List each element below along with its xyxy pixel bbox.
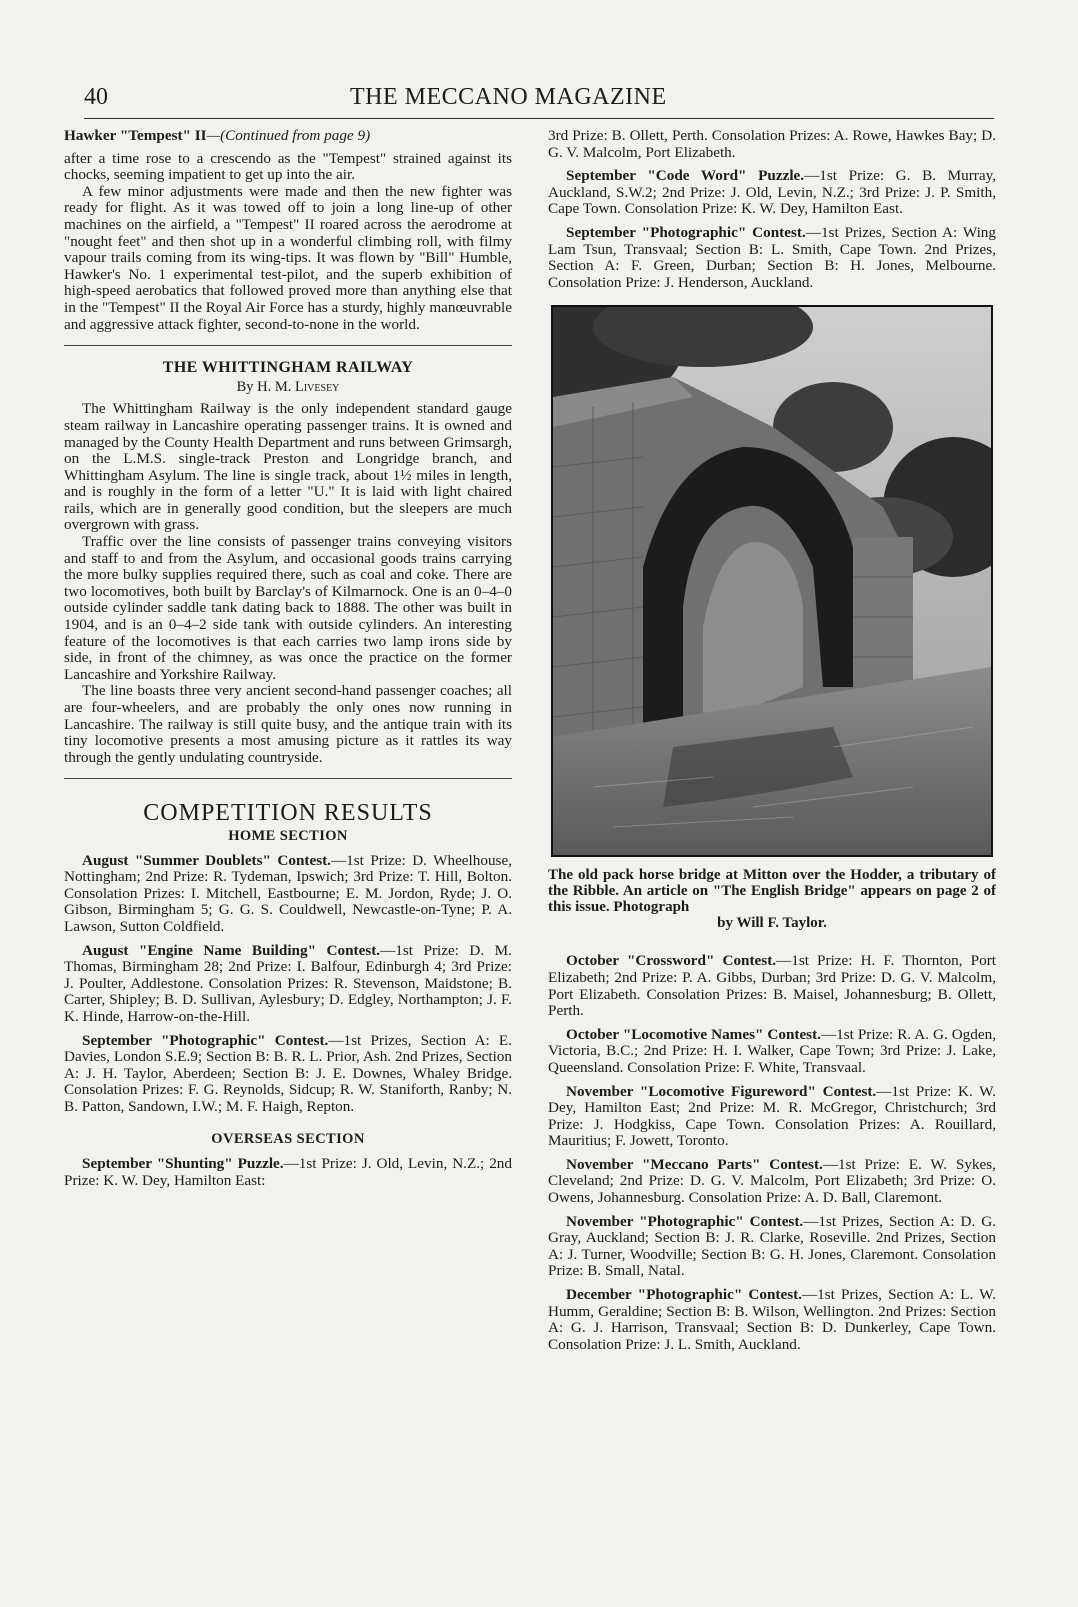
header-rule xyxy=(84,118,994,119)
entry-text: —1st Prize: R. A. G. Ogden, Victoria, B.C.; 2nd Prize: H. I. Walker, Cape Town; 3rd Prize: J. Lake, Queensland. Consolation Prize: F. White, Transvaal. xyxy=(548,1025,996,1076)
railway-article-title: THE WHITTINGHAM RAILWAY xyxy=(162,359,414,377)
article-divider xyxy=(64,778,512,779)
entry-head: October "Locomotive Names" Contest. xyxy=(566,1025,821,1043)
right-column xyxy=(548,128,996,1360)
overseas-section-heading: OVERSEAS SECTION xyxy=(211,1131,365,1148)
railway-author: Livesey xyxy=(295,378,340,395)
result-entry xyxy=(548,953,996,1019)
article-divider xyxy=(64,345,512,346)
entry-text: —1st Prizes, Section A: Wing Lam Tsun, Transvaal; Section B: L. Smith, Cape Town. 2nd Prizes, Section A: F. Green, Durban; Section B: H. Jones, Melbourne. Consolation Prize: J. Henderson, Auckland. xyxy=(548,223,996,291)
entry-text: —1st Prize: K. W. Dey, Hamilton East; 2nd Prize: M. R. McGregor, Christchurch; 3rd Prize: J. Hodgkiss, Cape Town. Consolation Prizes: A. Rouillard, Mauritius; F. Jowett, Toronto. xyxy=(548,1082,996,1150)
competition-results-title: COMPETITION RESULTS xyxy=(143,800,433,827)
photo-credit: by Will F. Taylor. xyxy=(717,915,827,932)
result-entry xyxy=(64,853,512,936)
entry-head: September "Code Word" Puzzle. xyxy=(566,167,805,185)
home-section-heading: HOME SECTION xyxy=(228,827,348,844)
entry-head: November "Meccano Parts" Contest. xyxy=(566,1155,823,1173)
entry-head: August "Summer Doublets" Contest. xyxy=(82,851,331,869)
entry-head: December "Photographic" Contest. xyxy=(566,1286,802,1304)
result-entry xyxy=(548,1084,996,1150)
tempest-running-head xyxy=(64,128,512,145)
entry-text: —1st Prize: G. B. Murray, Auckland, S.W.2; 2nd Prize: J. Old, Levin, N.Z.; 3rd Prize: J. P. Smith, Cape Town. Consolation Prize: K. W. Dey, Hamilton East. xyxy=(548,167,996,218)
page-number: 40 xyxy=(84,84,108,110)
left-column xyxy=(64,128,512,1196)
result-entry xyxy=(64,943,512,1026)
tempest-paragraph: after a time rose to a crescendo as the "Tempest" strained against its chocks, seeming impatient to get up into the air. xyxy=(64,149,512,184)
entry-text: —1st Prize: D. M. Thomas, Birmingham 28; 2nd Prize: I. Balfour, Edinburgh 4; 3rd Prize: J. Poulter, Addlestone. Consolation Prizes: R. Stevenson, Maidstone; B. Carter, Shipley; B. D. Sullivan, Aylesbury; D. Edgley, Northampton; J. F. K. Hinde, Harrow-on-the-Hill. xyxy=(64,941,512,1025)
result-entry xyxy=(548,1157,996,1207)
result-entry xyxy=(64,1033,512,1116)
entry-text: —1st Prize: J. Old, Levin, N.Z.; 2nd Prize: K. W. Dey, Hamilton East: xyxy=(64,1155,512,1189)
entry-text: —1st Prize: D. Wheelhouse, Nottingham; 2nd Prize: R. Tydeman, Ipswich; 3rd Prize: T. Hill, Bolton. Consolation Prizes: I. Mitchell, Eastbourne; E. M. Jordon, Ryde; J. O. Gibson, Birmingham 5; G. G. S. Couldwell, Newcastle-on-Tyne; P. A. Lawson, Sutton Coldfield. xyxy=(64,851,512,935)
entry-head: October "Crossword" Contest. xyxy=(566,952,777,970)
magazine-title: THE MECCANO MAGAZINE xyxy=(350,84,667,110)
railway-byline-prefix: By H. M. xyxy=(236,378,295,395)
railway-paragraph: The line boasts three very ancient second-hand passenger coaches; all are four-wheelers, and are probably the only ones now running in Lancashire. The railway is still quite busy, and the antique train with its tiny locomotive presents a most amusing picture as it rattles its way through the gently undulating countryside. xyxy=(64,682,512,766)
tempest-paragraph: A few minor adjustments were made and then the new fighter was ready for flight. As it was towed off to join a long line-up of other machines on the airfield, a "Tempest" II roared across the aerodrome at "nought feet" and then shot up in a wonderful climbing roll, with filmy vapour trails coming from its wing-tips. It was flown by "Bill" Humble, Hawker's No. 1 experimental test-pilot, and the superb exhibition of high-speed aerobatics that followed proved more than anything else that in the "Tempest" II the Royal Air Force has a sturdy, highly manœuvrable and aggressive attack fighter, second-to-none in the world. xyxy=(64,182,512,333)
entry-text: —1st Prizes, Section A: D. G. Gray, Auckland; Section B: J. R. Clarke, Roseville. 2nd Prizes, Section A: J. Turner, Woodville; Section B: G. H. Jones, Claremont. Consolation Prize: B. Small, Natal. xyxy=(548,1212,996,1280)
entry-head: September "Shunting" Puzzle. xyxy=(82,1155,284,1173)
result-entry xyxy=(548,1214,996,1280)
entry-head: November "Locomotive Figureword" Contest. xyxy=(566,1082,877,1100)
result-entry xyxy=(548,225,996,291)
entry-text: —1st Prizes, Section A: L. W. Humm, Geraldine; Section B: B. Wilson, Wellington. 2nd Prizes: Section A: G. J. Harrison, Transvaal; Section B: D. Dunkerley, Cape Town. Consolation Prize: J. L. Smith, Auckland. xyxy=(548,1286,996,1353)
entry-text: —1st Prize: E. W. Sykes, Cleveland; 2nd Prize: D. G. V. Malcolm, Port Elizabeth; 3rd Prize: O. Owens, Johannesburg. Consolation Prize: A. D. Ball, Claremont. xyxy=(548,1155,996,1207)
photo-caption xyxy=(548,867,996,931)
result-entry xyxy=(548,1287,996,1353)
entry-head: September "Photographic" Contest. xyxy=(82,1031,329,1049)
entry-head: September "Photographic" Contest. xyxy=(566,223,806,241)
entry-head: August "Engine Name Building" Contest. xyxy=(82,941,381,959)
bridge-photograph xyxy=(551,305,993,857)
result-entry xyxy=(548,168,996,218)
tempest-running-head-title: Hawker "Tempest" II xyxy=(64,127,207,144)
railway-paragraph: Traffic over the line consists of passenger trains conveying visitors and staff to and from the Asylum, and occasional goods trains carrying the more bulky supplies required there, such as coal and coke. There are two locomotives, both built by Barclay's of Kilmarnock. One is an 0–4–0 outside cylinder saddle tank dating back to 1888. The other was built in 1904, and is an 0–4–2 side tank with outside cylinders. An interesting feature of the locomotives is that each carries two lamp irons side by side, in front of the chimney, as was once the practice on the former Lancashire and Yorkshire Railway. xyxy=(64,533,512,683)
result-entry xyxy=(64,1156,512,1189)
entry-text: —1st Prizes, Section A: E. Davies, London S.E.9; Section B: B. R. L. Prior, Ash. 2nd Prizes, Section A: J. H. Taylor, Aberdeen; Section B: J. E. Downes, Whaley Bridge. Consolation Prizes: F. G. Reynolds, Sidcup; R. W. Staniforth, Ranby; N. B. Patton, Sandown, I.W.; M. F. Haigh, Repton. xyxy=(64,1031,512,1115)
overseas-continuation: 3rd Prize: B. Ollett, Perth. Consolation Prizes: A. Rowe, Hawkes Bay; D. G. V. Malcolm, Port Elizabeth. xyxy=(548,127,996,161)
photo-caption-text: The old pack horse bridge at Mitton over the Hodder, a tributary of the Ribble. An article on "The English Bridge" appears on page 2 of this issue. Photograph xyxy=(548,867,996,916)
entry-head: November "Photographic" Contest. xyxy=(566,1212,804,1230)
entry-text: —1st Prize: H. F. Thornton, Port Elizabeth; 2nd Prize: P. A. Gibbs, Durban; 3rd Prize: D. G. V. Malcolm, Port Elizabeth. Consolation Prizes: B. Maisel, Johannesburg; B. Ollett, Perth. xyxy=(548,952,996,1020)
result-entry xyxy=(548,1027,996,1077)
railway-byline xyxy=(64,379,512,396)
tempest-continued-note: —(Continued from page 9) xyxy=(206,127,371,144)
railway-paragraph: The Whittingham Railway is the only independent standard gauge steam railway in Lancashire operating passenger trains. It is owned and managed by the County Health Department and runs between Grimsargh, on the L.M.S. single-track Preston and Longridge branch, and Whittingham Asylum. The line is single track, about 1½ miles in length, and is roughly in the form of a letter "U." It is laid with light chaired rails, which are in generally good condition, but the sleepers are much overgrown with grass. xyxy=(64,400,512,534)
